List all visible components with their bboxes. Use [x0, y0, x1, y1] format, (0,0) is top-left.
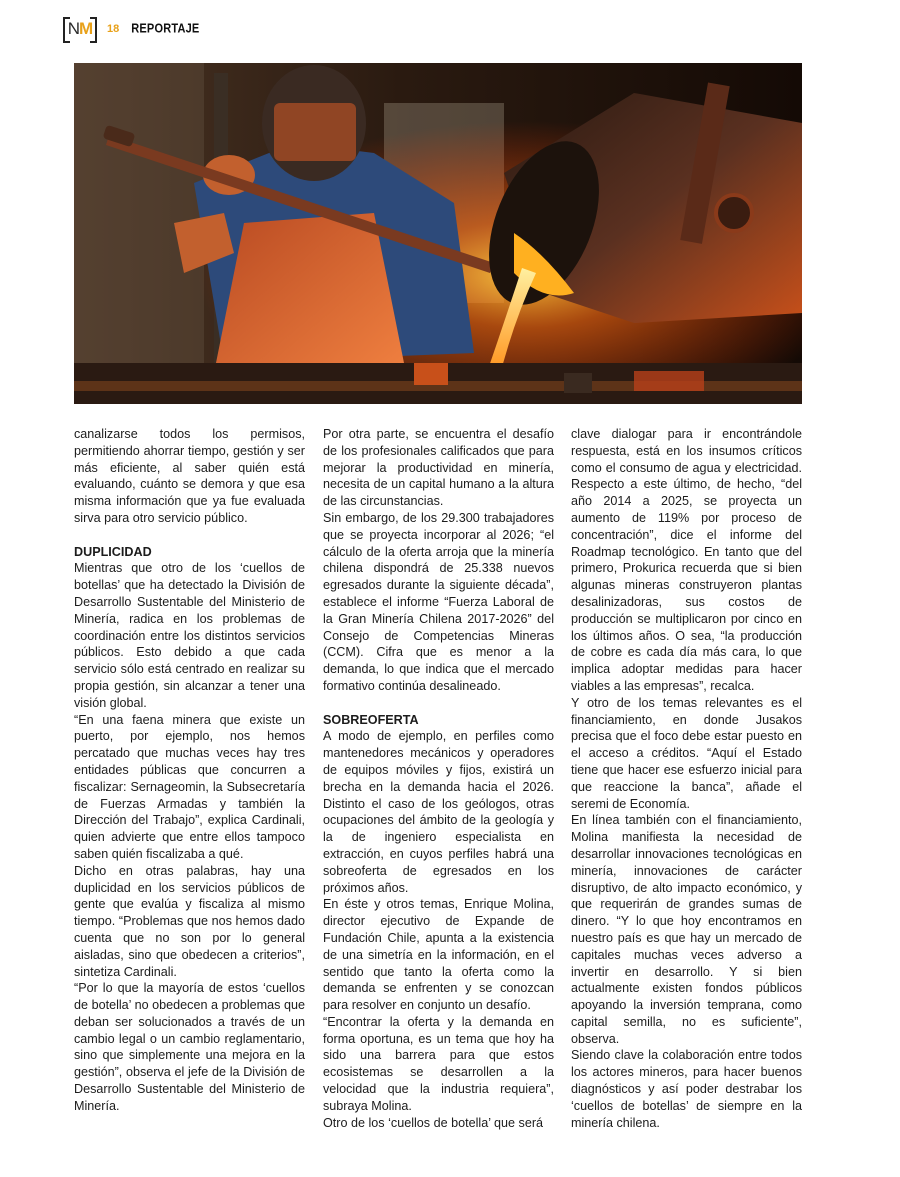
- paragraph: A modo de ejemplo, en perfiles como mantenedores mecánicos y operadores de equipos móviles y fijos, existirá un brecha en la demanda hacia el 2026. Distinto el caso de los geólogos, otras ocupaciones del ámbito de la geología y la de ingeniero especialista en extracción, en cuyos perfiles habrá una sobreoferta de egresados en los próximos años.: [323, 729, 554, 895]
- subheading-duplicidad: DUPLICIDAD: [74, 544, 152, 559]
- worker-apron: [214, 213, 404, 373]
- paragraph: “Por lo que la mayoría de estos ‘cuellos de botella’ no obedecen a problemas que deban ser solucionados a través de un cambio legal o un cambio reglamentario, sino que simplemente una mejora en la gestión”, observa el jefe de la División de Desarrollo Sustentable del Ministerio de Minería.: [74, 981, 305, 1113]
- page-header: [63, 16, 199, 42]
- paragraph: Mientras que otro de los ‘cuellos de botellas’ que ha detectado la División de Desarrollo Sustentable del Ministerio de Minería, radica en los problemas de coordinación entre los distintos servicios públicos. Esto debido a que cada servicio sólo está centrado en realizar su propia gestión, sin alcanzar a tener una visión global.: [74, 561, 305, 710]
- ladle-pivot: [716, 195, 752, 231]
- mould-block-1: [414, 363, 448, 385]
- paragraph: Dicho en otras palabras, hay una duplicidad en los servicios públicos de gente que evalúa y fiscaliza al mismo tiempo. “Problemas que nos hemos dado cuenta que no son por lo general aisladas, sino que obedecen a criterios”, sintetiza Cardinali.: [74, 863, 305, 979]
- foundry-photo: [74, 63, 802, 404]
- logo-letter-n: N: [67, 19, 80, 38]
- paragraph: Y otro de los temas relevantes es el financiamiento, en donde Jusakos precisa que el foco debe estar puesto en el acceso a créditos. “Aquí el Estado tiene que hacer ese esfuerzo inicial para que reaccione la banca”, añade el seremi de Economía.: [571, 695, 802, 811]
- paragraph: “En una faena minera que existe un puerto, por ejemplo, nos hemos percatado que muchas veces hay tres entidades públicas que concurren a fiscalizar: Sernageomin, la Subsecretaría de Fuerzas Armadas y también la Dirección del Trabajo”, explica Cardinali, quien advierte que entre ellos tampoco saben quién fiscalizaba a qué.: [74, 712, 305, 861]
- logo-bracket-right: [90, 17, 97, 43]
- paragraph: En línea también con el financiamiento, Molina manifiesta la necesidad de desarrollar innovaciones tecnológicas en minería, innovaciones de carácter disruptivo, de alto impacto económico, y que requerirán de grandes sumas de dinero. “Y lo que hoy encontramos en nuestro país es que hay un mercado de capitales muchas veces adverso a invertir en desarrollo. Y si bien actualmente existen fondos públicos apoyando la inversión temprana, como capital semilla, no es suficiente”, observa.: [571, 813, 802, 1046]
- foundry-illustration: [74, 63, 802, 404]
- face-shield: [274, 103, 356, 161]
- paragraph: “Encontrar la oferta y la demanda en forma oportuna, es un tema que hoy ha sido una barrera para que estos ecosistemas se desarrollen a la velocidad que la industria requiera”, subraya Molina.: [323, 1014, 554, 1113]
- mould-block-2: [564, 373, 592, 393]
- magazine-logo: [63, 17, 97, 41]
- paragraph: Por otra parte, se encuentra el desafío de los profesionales calificados que para mejorar la productividad en minería, necesita de un capital humano a la altura de las circunstancias.: [323, 427, 554, 509]
- page-number: 18: [107, 23, 120, 35]
- logo-bracket-left: [63, 17, 70, 43]
- paragraph: canalizarse todos los permisos, permitiendo ahorrar tiempo, gestión y ser más eficiente, al saber quién está evaluando, cuánto se demora y que esa misma información que ya fue evaluada sirva para otro servicio público.: [74, 427, 305, 525]
- section-label: REPORTAJE: [131, 22, 200, 36]
- paragraph: clave dialogar para ir encontrándole respuesta, está en los insumos críticos como el consumo de agua y electricidad. Respecto a este último, de hecho, “del año 2014 a 2025, se proyecta un aumento de 119% por proceso de concentración”, dice el informe del Roadmap tecnológico. En tanto que del primero, Prokurica recuerda que si bien algunas mineras construyeron plantas desalinizadoras, sus costos de producción se multiplicaron por cinco en los últimos años. O sea, “la producción de cobre es cada día más cara, lo que implica adoptar medidas para hacer viables a las empresas”, recalca.: [571, 427, 802, 693]
- article-column-3: [571, 426, 802, 1131]
- logo-letter-m: M: [79, 19, 93, 38]
- article-column-1: [74, 426, 305, 1115]
- paragraph: En éste y otros temas, Enrique Molina, director ejecutivo de Expande de Fundación Chile, apunta a la existencia de una simetría en la información, en el sentido que tanto la oferta como la demanda se enfrenten y se conozcan para resolver en conjunto un desafío.: [323, 897, 554, 1013]
- article-column-2: [323, 426, 554, 1131]
- mould-block-3: [634, 371, 704, 391]
- subheading-sobreoferta: SOBREOFERTA: [323, 712, 419, 727]
- paragraph: Otro de los ‘cuellos de botella’ que será: [323, 1115, 544, 1130]
- paragraph: Sin embargo, de los 29.300 trabajadores que se proyecta incorporar al 2026; “el cálculo de la oferta arroja que la minería chilena dispondrá de 25.338 nuevos egresados durante la siguiente década”, establece el informe “Fuerza Laboral de la Gran Minería Chilena 2017-2026” del Consejo de Competencias Mineras (CCM). Cifra que es menor a la demanda, lo que indica que el mercado formativo continúa desalineado.: [323, 510, 554, 693]
- paragraph: Siendo clave la colaboración entre todos los actores mineros, para hacer buenos diagnósticos y así poder destrabar los ‘cuellos de botellas’ de siempre en la minería chilena.: [571, 1048, 802, 1130]
